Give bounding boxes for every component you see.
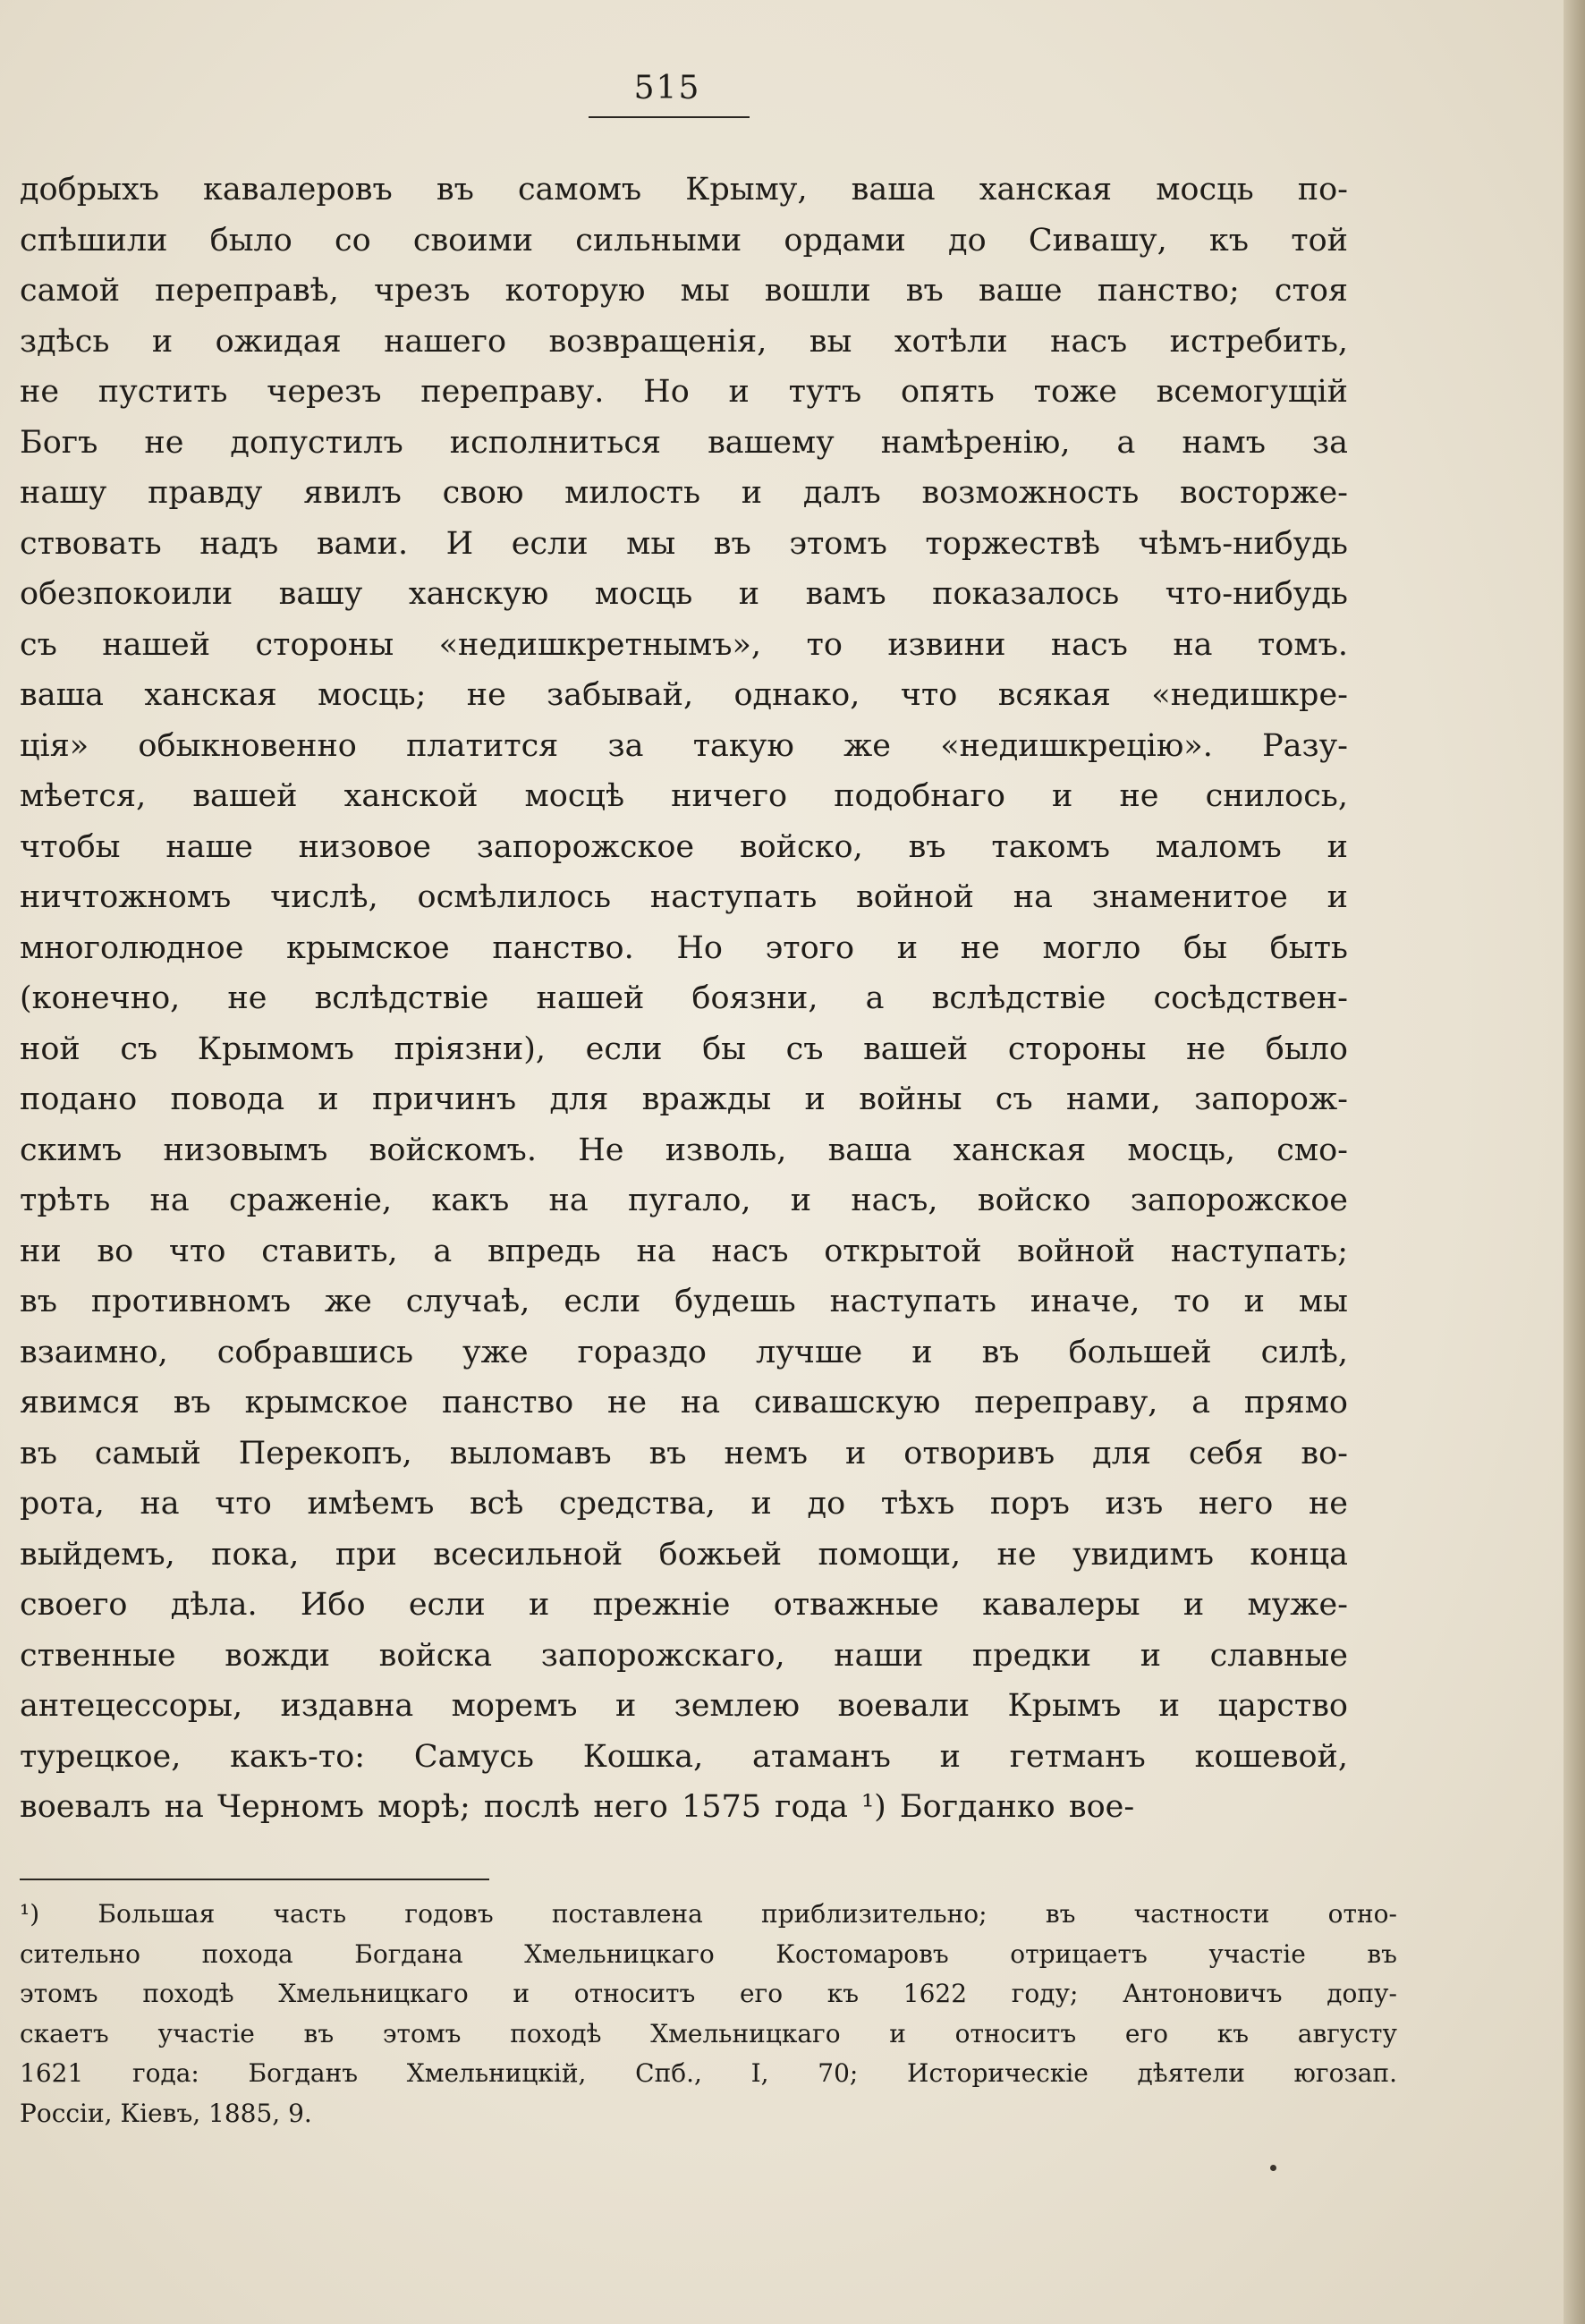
text-line: рота, на что имѣемъ всѣ средства, и до тѣхъ поръ изъ него не <box>20 1486 1348 1522</box>
ink-speck <box>1270 2165 1276 2171</box>
footnote-line: ¹) Большая часть годовъ поставлена приблизительно; въ частности отно- <box>20 1899 1397 1929</box>
text-line: здѣсь и ожидая нашего возвращенія, вы хотѣли насъ истребить, <box>20 323 1348 360</box>
text-line: ной съ Крымомъ пріязни), если бы съ вашей стороны не было <box>20 1031 1348 1067</box>
text-line: (конечно, не вслѣдствіе нашей боязни, а вслѣдствіе сосѣдствен- <box>20 980 1348 1016</box>
text-line: въ противномъ же случаѣ, если будешь наступать иначе, то и мы <box>20 1284 1348 1319</box>
footnote-line: скаетъ участіе въ этомъ походѣ Хмельницкаго и относитъ его къ августу <box>20 2018 1397 2048</box>
text-line: выйдемъ, пока, при всесильной божьей помощи, не увидимъ конца <box>20 1536 1348 1573</box>
text-line: трѣть на сраженіе, какъ на пугало, и насъ, войско запорожское <box>20 1183 1348 1218</box>
text-line: турецкое, какъ-то: Самусь Кошка, атаманъ и гетманъ кошевой, <box>20 1738 1348 1775</box>
text-line: чтобы наше низовое запорожское войско, въ такомъ маломъ и <box>20 828 1348 865</box>
footnote-line: этомъ походѣ Хмельницкаго и относитъ его къ 1622 году; Антоновичъ допу- <box>20 1979 1397 2008</box>
text-line: своего дѣла. Ибо если и прежніе отважные кавалеры и муже- <box>20 1587 1348 1623</box>
text-line: подано повода и причинъ для вражды и войны съ нами, запорож- <box>20 1081 1348 1117</box>
text-line: мѣется, вашей ханской мосцѣ ничего подобнаго и не снилось, <box>20 778 1348 814</box>
text-line: въ самый Перекопъ, выломавъ въ немъ и отворивъ для себя во- <box>20 1435 1348 1472</box>
text-line: съ нашей стороны «недишкретнымъ», то извини насъ на томъ. <box>20 626 1348 663</box>
text-line: обезпокоили вашу ханскую мосць и вамъ показалось что-нибудь <box>20 576 1348 612</box>
text-line: воевалъ на Черномъ морѣ; послѣ него 1575 года ¹) Богданко вое- <box>20 1789 1135 1825</box>
page-number: 515 <box>633 70 701 106</box>
footnote-line: Россіи, Кіевъ, 1885, 9. <box>20 2098 312 2128</box>
text-line: ничтожномъ числѣ, осмѣлилось наступать войной на знаменитое и <box>20 879 1348 915</box>
text-line: ственные вожди войска запорожскаго, наши предки и славные <box>20 1637 1348 1674</box>
text-line: ни во что ставить, а впредь на насъ открытой войной наступать; <box>20 1233 1348 1269</box>
text-line: явимся въ крымское панство не на сивашскую переправу, а прямо <box>20 1385 1348 1421</box>
text-line: нашу правду явилъ свою милость и далъ возможность восторже- <box>20 475 1348 511</box>
text-line: Богъ не допустилъ исполниться вашему намѣренію, а намъ за <box>20 424 1348 461</box>
text-line: ція» обыкновенно платится за такую же «недишкрецію». Разу- <box>20 727 1348 764</box>
page-edge-shadow <box>1564 0 1585 2324</box>
text-line: взаимно, собравшись уже гораздо лучше и въ большей силѣ, <box>20 1334 1348 1370</box>
text-line: ваша ханская мосць; не забывай, однако, что всякая «недишкре- <box>20 677 1348 713</box>
text-line: антецессоры, издавна моремъ и землею воевали Крымъ и царство <box>20 1688 1348 1724</box>
text-line: ствовать надъ вами. И если мы въ этомъ торжествѣ чѣмъ-нибудь <box>20 525 1348 562</box>
footnote-separator <box>20 1879 489 1880</box>
footnote-line: 1621 года: Богданъ Хмельницкій, Спб., I, 70; Историческіе дѣятели югозап. <box>20 2058 1397 2088</box>
footnote <box>20 1895 1397 2133</box>
page-number-rule <box>589 116 750 118</box>
footnote-line: сительно похода Богдана Хмельницкаго Костомаровъ отрицаетъ участіе въ <box>20 1938 1397 1969</box>
main-text <box>20 165 1348 1833</box>
text-line: скимъ низовымъ войскомъ. Не изволь, ваша ханская мосць, смо- <box>20 1132 1348 1168</box>
text-line: самой переправѣ, чрезъ которую мы вошли въ ваше панство; стоя <box>20 273 1348 309</box>
text-line: многолюдное крымское панство. Но этого и не могло бы быть <box>20 929 1348 966</box>
text-line: спѣшили было со своими сильными ордами до Сивашу, къ той <box>20 222 1348 259</box>
text-line: добрыхъ кавалеровъ въ самомъ Крыму, ваша ханская мосць по- <box>20 172 1348 208</box>
text-line: не пустить черезъ переправу. Но и тутъ опять тоже всемогущій <box>20 374 1348 410</box>
